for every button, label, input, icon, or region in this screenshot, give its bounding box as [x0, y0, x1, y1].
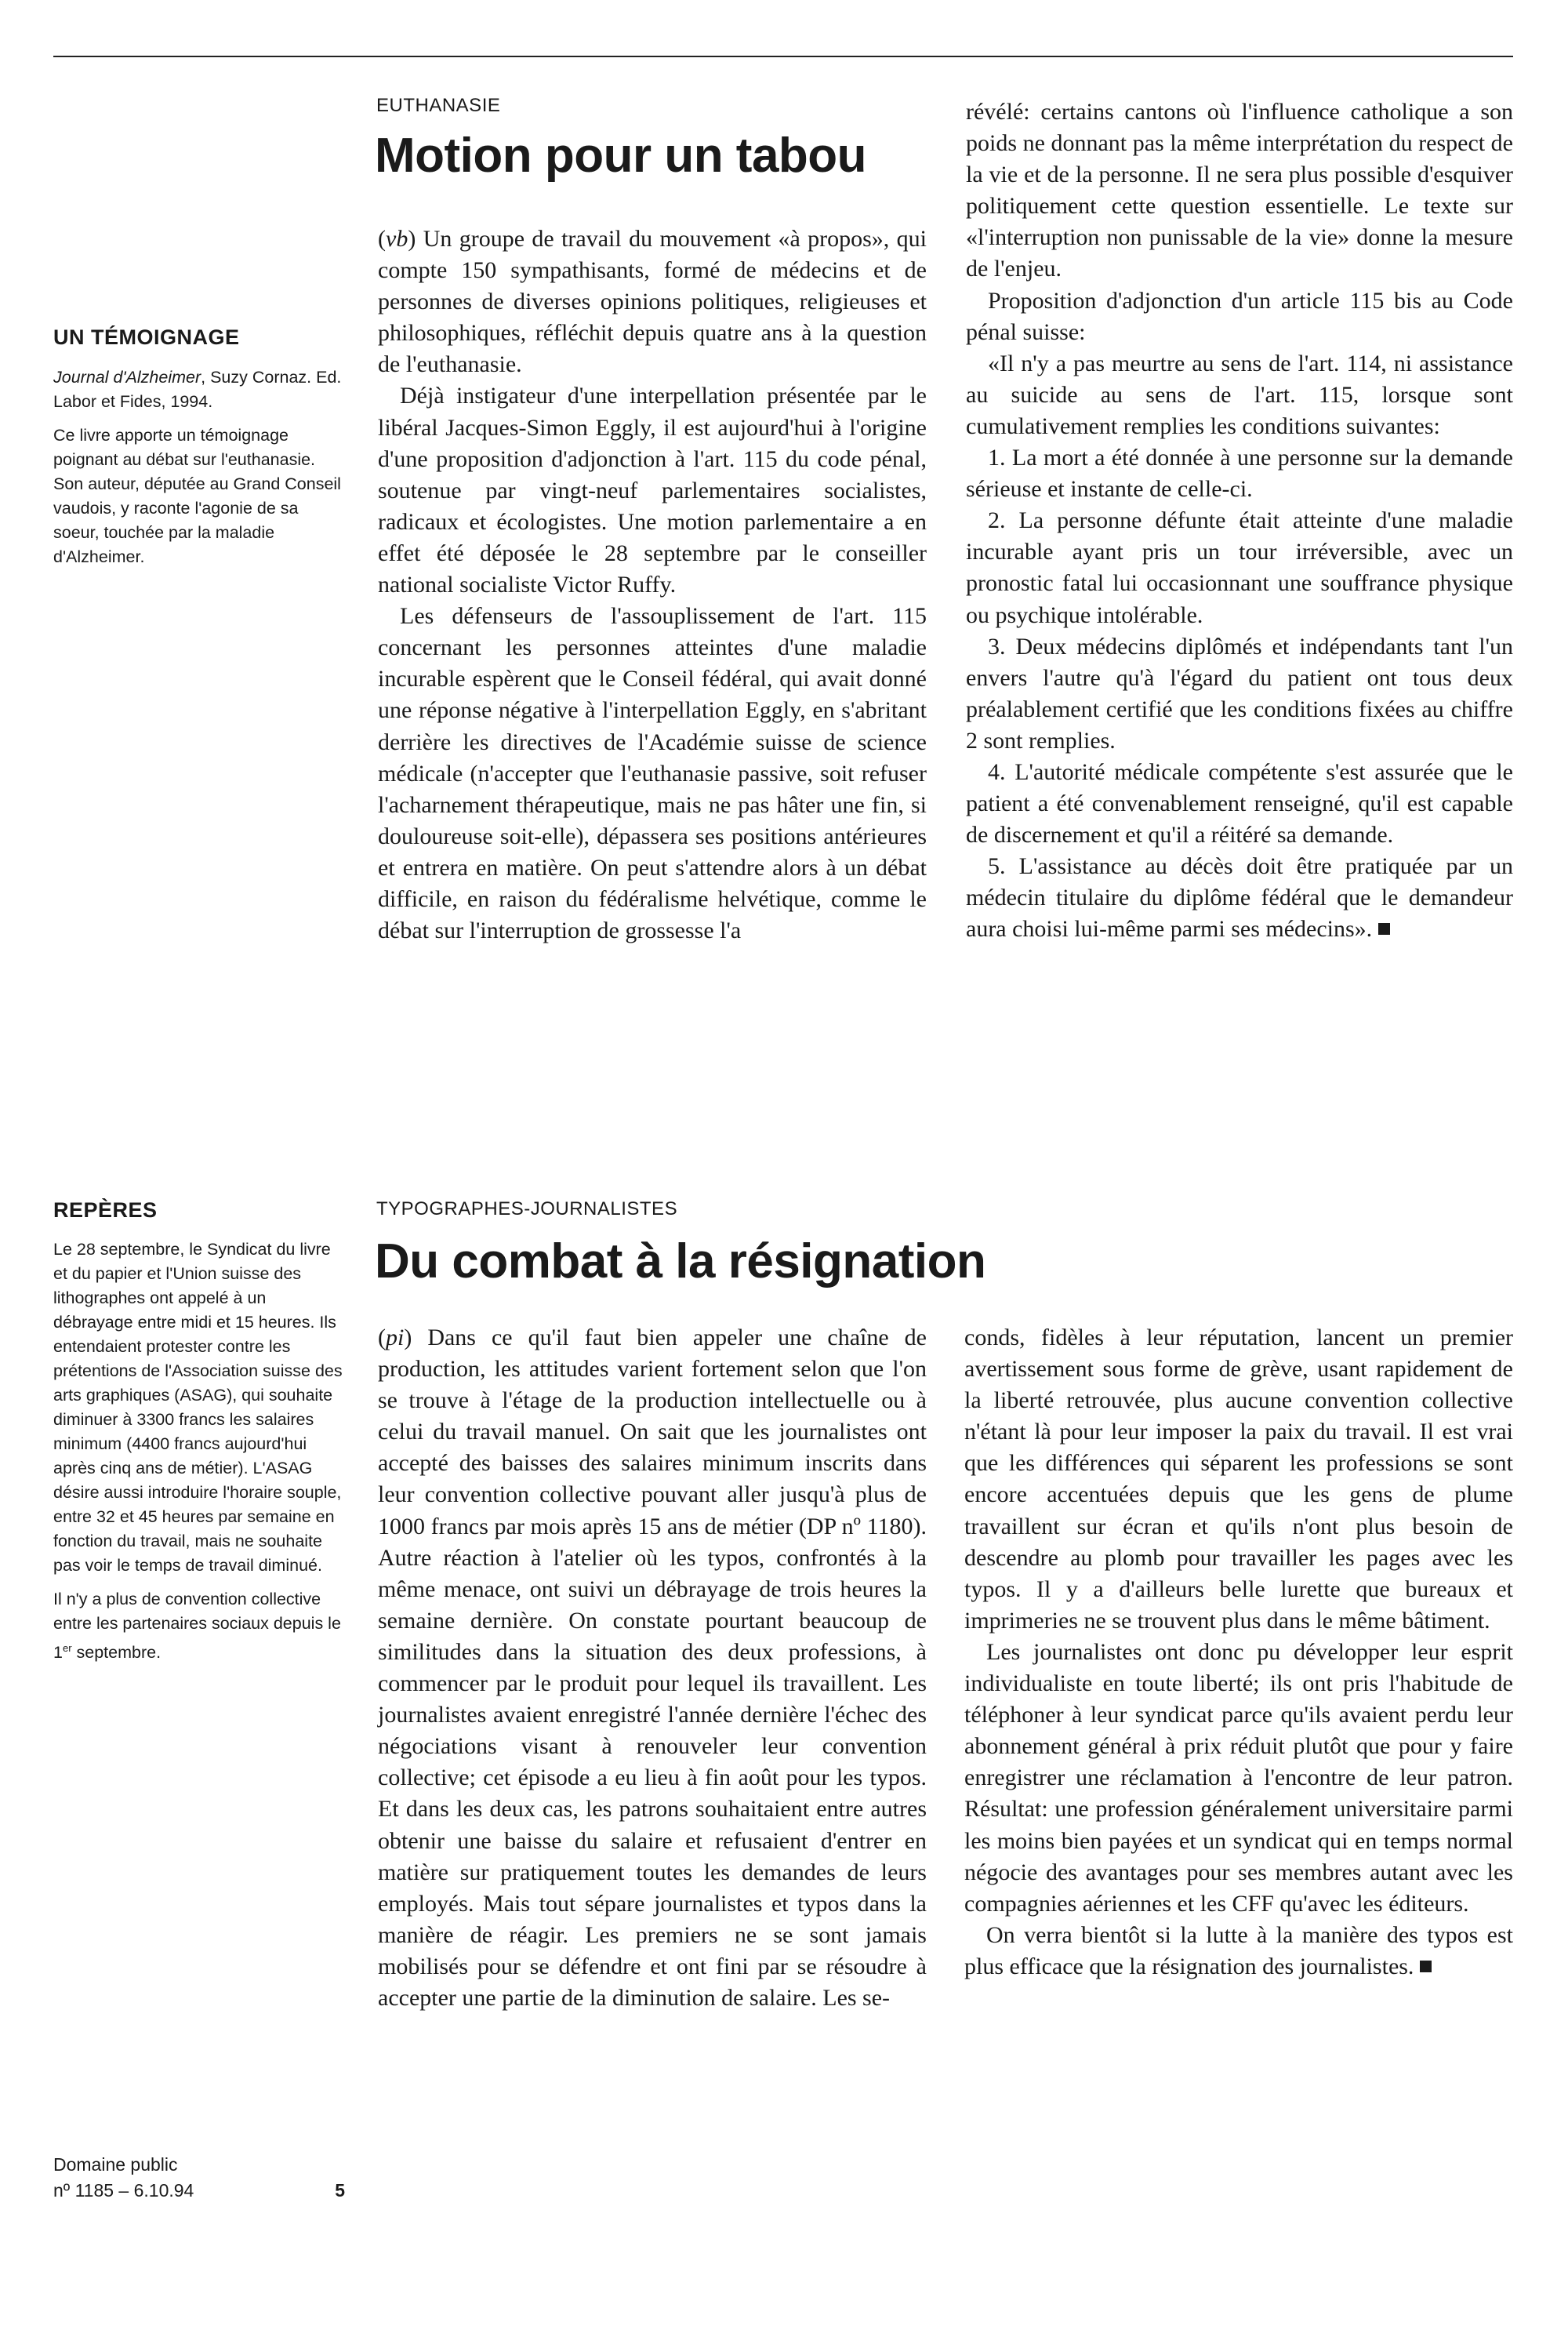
temoignage-reference	[53, 365, 343, 414]
article1-paragraph: Proposition d'adjonction d'un article 115 bis au Code pénal suisse:	[966, 287, 1513, 345]
issue-number: nº 1185 – 6.10.94	[53, 2180, 194, 2201]
article1-column-2	[966, 96, 1513, 946]
article2-column-1	[378, 1322, 927, 2014]
article1-title: Motion pour un tabou	[375, 129, 867, 183]
page-footer	[53, 2152, 345, 2204]
end-mark	[1378, 923, 1390, 935]
article1-paragraph: (vb) Un groupe de travail du mouvement «à propos», qui compte 150 sympathisants, formé de médecins et de personnes de diverses opinions politiques, religieuses et philosophiques, réfléchit depuis quatre ans à la question de l'euthanasie.	[378, 226, 927, 378]
article2-title: Du combat à la résignation	[375, 1234, 986, 1288]
article2-paragraph: On verra bientôt si la lutte à la manière des typos est plus efficace que la résignation des journalistes.	[964, 1921, 1513, 1979]
article1-column-1	[378, 224, 927, 947]
article1-paragraph: 3. Deux médecins diplômés et indépendants tant l'un envers l'autre qu'à l'égard du patient ont tous deux préalablement certifié que les conditions fixées au chiffre 2 sont remplies.	[966, 633, 1513, 754]
temoignage-text: Ce livre apporte un témoignage poignant au débat sur l'euthanasie. Son auteur, députée au Grand Conseil vaudois, y raconte l'agonie de sa soeur, touchée par la maladie d'Alzheimer.	[53, 426, 341, 566]
article1-paragraph: Les défenseurs de l'assouplissement de l'art. 115 concernant les personnes atteintes d'une maladie incurable espèrent que le Conseil fédéral, qui avait donné une réponse négative à l'interpellation Eggly, en s'abritant derrière les directives de l'Académie suisse de science médicale (n'accepter que l'euthanasie passive, soit refuser l'acharnement thérapeutique, mais ne pas hâter une fin, si douloureuse soit-elle), dépassera ses positions antérieures et entrera en matière. On peut s'attendre alors à un débat difficile, en raison du fédéralisme helvétique, comme le débat sur l'interruption de grossesse l'a	[378, 603, 927, 944]
article2-column-2	[964, 1322, 1513, 1983]
article1-paragraph: Déjà instigateur d'une interpellation présentée par le libéral Jacques-Simon Eggly, il est aujourd'hui à l'origine d'une proposition d'adjonction à l'art. 115 du code pénal, soutenue par vingt-neuf parlementaires socialistes, radicaux et écologistes. Une motion parlementaire a en effet été déposée le 28 septembre par le conseiller national socialiste Victor Ruffy.	[378, 383, 927, 598]
temoignage-heading: UN TÉMOIGNAGE	[53, 325, 240, 349]
page-number: 5	[335, 2180, 345, 2201]
author-initials: pi	[386, 1325, 405, 1350]
article1-paragraph: 4. L'autorité médicale compétente s'est assurée que le patient a été convenablement renseigné, qu'il est capable de discernement et qu'il a réitéré sa demande.	[966, 758, 1513, 849]
end-mark	[1420, 1961, 1432, 1972]
book-publisher: , Suzy Cornaz. Ed. Labor et Fides, 1994.	[53, 368, 342, 411]
article1-paragraph: révélé: certains cantons où l'influence catholique a son poids ne donnant pas la même interprétation du respect de la vie et de la personne. Il ne sera plus possible d'esquiver politiquement cette question essentielle. Le texte sur «l'interruption non punissable de la vie» donne la mesure de l'enjeu.	[966, 99, 1513, 282]
publication-name: Domaine public	[53, 2154, 178, 2175]
reperes-text: Le 28 septembre, le Syndicat du livre et du papier et l'Union suisse des lithographes ont appelé à un débrayage entre midi et 15 heures. Ils entendaient protester contre les prétentions de l'Association suisse des arts graphiques (ASAG), qui souhaite diminuer à 3300 francs les salaires minimum (4400 francs aujourd'hui après cinq ans de métier). L'ASAG désire aussi introduire l'horaire souple, entre 32 et 45 heures par semaine en fonction du travail, mais ne souhaite pas voir le temps de travail diminué.	[53, 1240, 343, 1575]
article2-paragraph: conds, fidèles à leur réputation, lancent un premier avertissement sous forme de grève, usant rapidement de la liberté retrouvée, plus aucune convention collective n'étant là pour leur imposer la paix du travail. Il est vrai que les différences qui séparent les professions se sont encore accentuées depuis que les gens de plume travaillent sur écran et qu'ils n'ont plus besoin de descendre au plomb pour travailler les pages avec les typos. Il y a d'ailleurs belle lurette que bureaux et imprimeries ne se trouvent plus dans le même bâtiment.	[964, 1325, 1513, 1634]
article1-kicker: EUTHANASIE	[376, 95, 501, 116]
article1-paragraph: 1. La mort a été donnée à une personne sur la demande sérieuse et instante de celle-ci.	[966, 445, 1513, 503]
article1-paragraph: 2. La personne défunte était atteinte d'une maladie incurable ayant pris un tour irréversible, avec un pronostic fatal lui occasionnant une souffrance physique ou psychique intolérable.	[966, 507, 1513, 628]
book-title: Journal d'Alzheimer	[53, 368, 201, 387]
article1-paragraph: «Il n'y a pas meurtre au sens de l'art. 114, ni assistance au suicide au sens de l'art. 115, lorsque sont cumulativement remplies les conditions suivantes:	[966, 350, 1513, 439]
top-rule	[53, 56, 1513, 57]
article2-kicker: TYPOGRAPHES-JOURNALISTES	[376, 1198, 678, 1219]
article1-paragraph: 5. L'assistance au décès doit être pratiquée par un médecin titulaire du diplôme fédéral que le demandeur aura choisi lui-même parmi ses médecins».	[966, 853, 1513, 943]
article2-paragraph: Les journalistes ont donc pu développer leur esprit individualiste en toute liberté; ils ont pris l'habitude de téléphoner à leur syndicat parce qu'ils avaient perdu leur abonnement général à prix réduit plutôt que pour y faire enregistrer une réclamation à l'encontre de leur patron. Résultat: une profession généralement universitaire parmi les moins bien payées et un syndicat qui en temps normal négocie des avantages pour ses membres autant avec les compagnies aériennes et les CFF qu'avec les éditeurs.	[964, 1638, 1513, 1917]
article2-paragraph: (pi) Dans ce qu'il faut bien appeler une chaîne de production, les attitudes varient fortement selon que l'on se trouve à l'étage de la production intellectuelle ou à celui du travail manuel. On sait que les journalistes ont accepté des baisses des salaires minimum inscrits dans leur convention collective pouvant aller jusqu'à plus de 1000 francs par mois après 15 ans de métier (DP nº 1180). Autre réaction à l'atelier où les typos, confrontés à la même menace, ont suivi un débrayage de trois heures la semaine dernière. On constate pourtant beaucoup de similitudes dans la situation des deux professions, à commencer par le produit pour lequel ils travaillent. Les journalistes avaient enregistré l'année dernière l'échec des négociations visant à renouveler leur convention collective; cet épisode a eu lieu à fin août pour les typos. Et dans les deux cas, les patrons souhaitaient entre autres obtenir une baisse du salaire et refusaient d'entrer en matière sur pratiquement toutes les demandes de leurs employés. Mais tout sépare journalistes et typos dans la manière de réagir. Les premiers ne se sont jamais mobilisés pour se défendre et ont fini par se résoudre à accepter une partie de la diminution de salaire. Les se-	[378, 1325, 927, 2011]
reperes-note: Il n'y a plus de convention collective entre les partenaires sociaux depuis le 1er septembre.	[53, 1590, 341, 1663]
reperes-heading: REPÈRES	[53, 1198, 158, 1222]
author-initials: vb	[386, 226, 408, 252]
reperes-box	[53, 1238, 345, 1674]
temoignage-box	[53, 365, 343, 579]
